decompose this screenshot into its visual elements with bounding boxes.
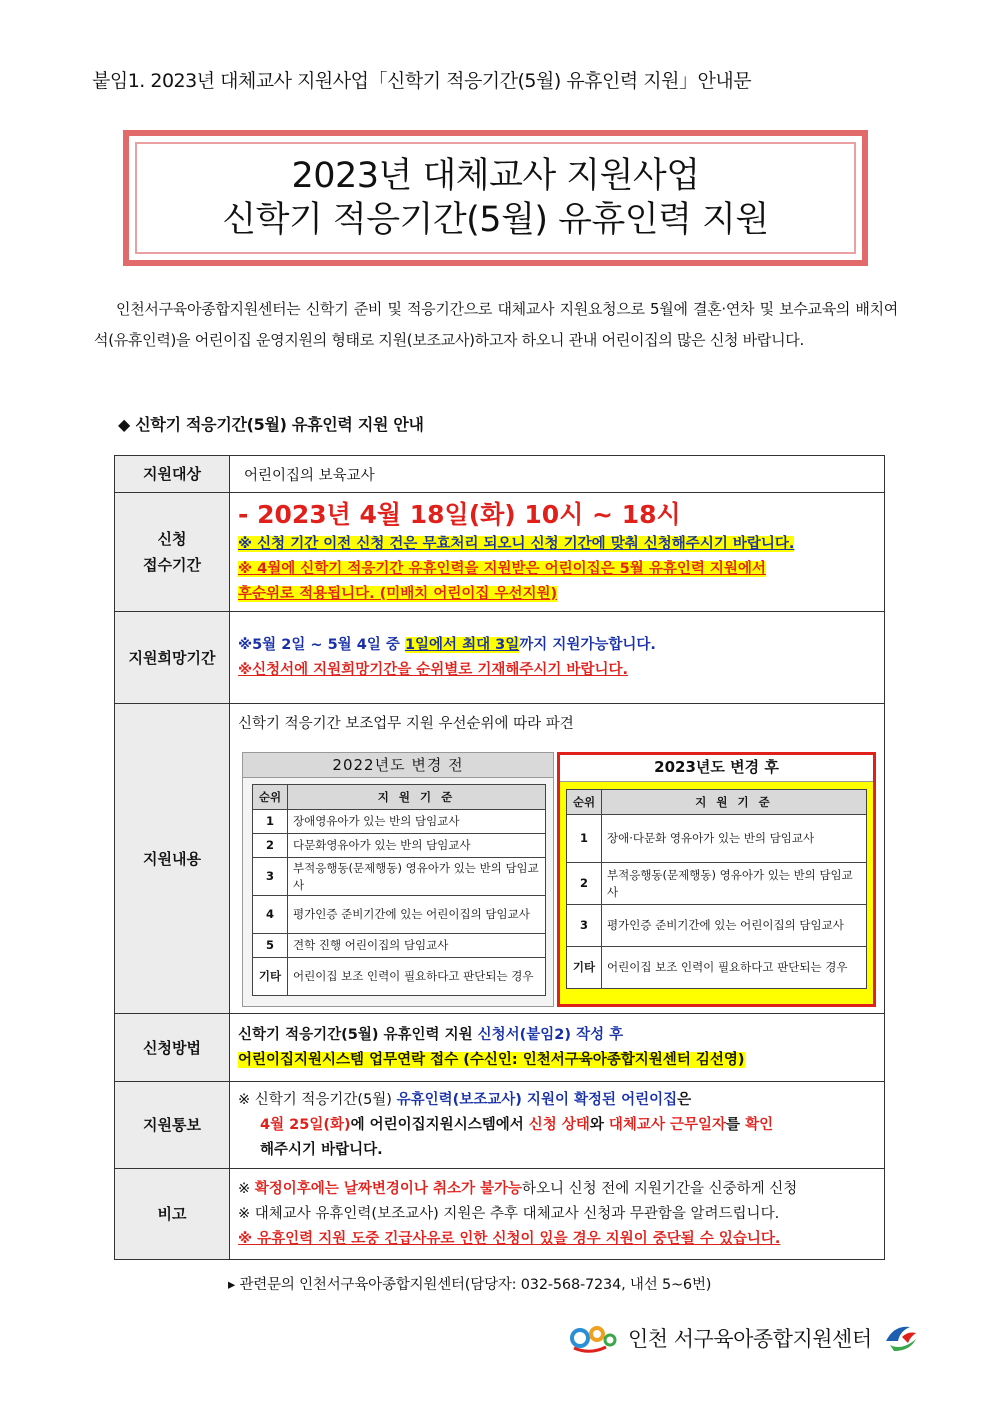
period-note-3: 후순위로 적용됩니다. (미배치 어린이집 우선지원) xyxy=(238,585,558,602)
new-criteria-row xyxy=(567,947,867,989)
criteria-text: 부적응행동(문제행동) 영유아가 있는 반의 담임교사 xyxy=(602,863,867,905)
title-line-1: 2023년 대체교사 지원사업 xyxy=(291,156,700,196)
value-method xyxy=(230,1014,885,1082)
content-intro: 신학기 적응기간 보조업무 지원 우선순위에 따라 파견 xyxy=(238,716,574,732)
old-criteria-header-cell: 순위 xyxy=(253,785,288,810)
period-note-2: ※ 4월에 신학기 적응기간 유휴인력을 지원받은 어린이집은 5월 유휴인력 지원에서 xyxy=(238,560,766,577)
row-target xyxy=(115,456,885,493)
old-criteria-row xyxy=(253,810,546,834)
label-target: 지원대상 xyxy=(115,456,230,493)
criteria-rank: 기타 xyxy=(253,958,288,996)
center-logo-icon xyxy=(570,1321,618,1355)
new-criteria-title: 2023년도 변경 후 xyxy=(560,755,873,782)
period-note-1: ※ 신청 기간 이전 신청 건은 무효처리 되오니 신청 기간에 맞춰 신청해주시기 바랍니다. xyxy=(238,535,795,552)
new-criteria-table xyxy=(566,789,867,989)
new-criteria-header-cell: 지 원 기 준 xyxy=(602,790,867,815)
title-box xyxy=(123,130,868,266)
period-date: - 2023년 4월 18일(화) 10시 ~ 18시 xyxy=(238,499,681,529)
new-criteria-header xyxy=(567,790,867,815)
row-notice xyxy=(115,1082,885,1169)
criteria-rank: 3 xyxy=(253,858,288,896)
new-criteria-row xyxy=(567,863,867,905)
wish-line-1: ※5월 2일 ~ 5월 4일 중 1일에서 최대 3일까지 지원가능합니다. xyxy=(238,636,656,653)
notice-line-1: ※ 신학기 적응기간(5월) 유휴인력(보조교사) 지원이 확정된 어린이집은 xyxy=(238,1091,692,1108)
criteria-rank: 3 xyxy=(567,905,602,947)
value-remark xyxy=(230,1169,885,1260)
criteria-rank: 2 xyxy=(253,834,288,858)
criteria-rank: 4 xyxy=(253,896,288,934)
wish-line-2: ※신청서에 지원희망기간을 순위별로 기재해주시기 바랍니다. xyxy=(238,661,628,678)
criteria-rank: 1 xyxy=(253,810,288,834)
info-table xyxy=(114,455,885,1260)
label-period-2: 접수기간 xyxy=(143,556,201,574)
old-criteria-header-cell: 지 원 기 준 xyxy=(288,785,546,810)
row-period xyxy=(115,493,885,612)
value-target: 어린이집의 보육교사 xyxy=(230,456,885,493)
center-logo xyxy=(570,1318,920,1358)
criteria-comparison xyxy=(238,737,884,995)
old-criteria-row xyxy=(253,834,546,858)
remark-line-3: ※ 유휴인력 지원 도중 긴급사유로 인한 신청이 있을 경우 지원이 중단될 수 있습니다. xyxy=(238,1230,781,1247)
center-name: 인천 서구육아종합지원센터 xyxy=(628,1327,872,1351)
old-criteria-row xyxy=(253,858,546,896)
row-content xyxy=(115,704,885,1014)
row-wish xyxy=(115,612,885,704)
method-line-1: 신학기 적응기간(5월) 유휴인력 지원 신청서(붙임2) 작성 후 xyxy=(238,1026,624,1043)
criteria-text: 어린이집 보조 인력이 필요하다고 판단되는 경우 xyxy=(602,947,867,989)
criteria-text: 어린이집 보조 인력이 필요하다고 판단되는 경우 xyxy=(288,958,546,996)
remark-line-2: ※ 대체교사 유휴인력(보조교사) 지원은 추후 대체교사 신청과 무관함을 알려드립니다. xyxy=(238,1205,780,1222)
criteria-rank: 5 xyxy=(253,934,288,958)
remark-line-1: ※ 확정이후에는 날짜변경이나 취소가 불가능하오니 신청 전에 지원기간을 신중하게 신청 xyxy=(238,1180,798,1197)
value-wish xyxy=(230,612,885,704)
incheon-seo-gu-emblem-icon xyxy=(880,1321,920,1355)
new-criteria-panel xyxy=(557,752,876,1007)
label-remark: 비고 xyxy=(115,1169,230,1260)
new-criteria-row xyxy=(567,905,867,947)
row-method xyxy=(115,1014,885,1082)
label-wish: 지원희망기간 xyxy=(115,612,230,704)
new-criteria-header-cell: 순위 xyxy=(567,790,602,815)
criteria-text: 부적응행동(문제행동) 영유아가 있는 반의 담임교사 xyxy=(288,858,546,896)
criteria-rank: 2 xyxy=(567,863,602,905)
criteria-text: 평가인증 준비기간에 있는 어린이집의 담임교사 xyxy=(602,905,867,947)
label-period xyxy=(115,493,230,612)
criteria-text: 장애·다문화 영유아가 있는 반의 담임교사 xyxy=(602,815,867,863)
new-criteria-row xyxy=(567,815,867,863)
old-criteria-table xyxy=(252,784,546,996)
criteria-text: 평가인증 준비기간에 있는 어린이집의 담임교사 xyxy=(288,896,546,934)
label-period-1: 신청 xyxy=(157,530,187,548)
criteria-text: 장애영유아가 있는 반의 담임교사 xyxy=(288,810,546,834)
label-notice: 지원통보 xyxy=(115,1082,230,1169)
intro-paragraph: 인천서구육아종합지원센터는 신학기 준비 및 적응기간으로 대체교사 지원요청으로 5월에 결혼·연차 및 보수교육의 배치여석(유휴인력)을 어린이집 운영지원의 형태로 지원(보조교사)하고자 하오니 관내 어린이집의 많은 신청 바랍니다. xyxy=(94,300,898,349)
title-line-2: 신학기 적응기간(5월) 유휴인력 지원 xyxy=(222,200,769,240)
section-title: ◆ 신학기 적응기간(5월) 유휴인력 지원 안내 xyxy=(118,415,424,434)
label-content: 지원내용 xyxy=(115,704,230,1014)
old-criteria-row xyxy=(253,958,546,996)
label-method: 신청방법 xyxy=(115,1014,230,1082)
method-line-2: 어린이집지원시스템 업무연락 접수 (수신인: 인천서구육아종합지원센터 김선영) xyxy=(238,1051,745,1068)
old-criteria-title: 2022년도 변경 전 xyxy=(242,752,554,778)
row-remark xyxy=(115,1169,885,1260)
criteria-rank: 1 xyxy=(567,815,602,863)
value-content xyxy=(230,704,885,1014)
old-criteria-row xyxy=(253,934,546,958)
contact-info: ▸ 관련문의 인천서구육아종합지원센터(담당자: 032-568-7234, 내선 5~6번) xyxy=(228,1277,712,1293)
old-criteria-row xyxy=(253,896,546,934)
criteria-text: 다문화영유아가 있는 반의 담임교사 xyxy=(288,834,546,858)
notice-line-2: 4월 25일(화)에 어린이집지원시스템에서 신청 상태와 대체교사 근무일자를 확인 xyxy=(260,1116,774,1133)
criteria-text: 견학 진행 어린이집의 담임교사 xyxy=(288,934,546,958)
criteria-rank: 기타 xyxy=(567,947,602,989)
value-period xyxy=(230,493,885,612)
value-notice xyxy=(230,1082,885,1169)
old-criteria-header xyxy=(253,785,546,810)
notice-line-3: 해주시기 바랍니다. xyxy=(260,1141,383,1158)
attachment-heading: 붙임1. 2023년 대체교사 지원사업「신학기 적응기간(5월) 유휴인력 지원」안내문 xyxy=(92,70,752,92)
